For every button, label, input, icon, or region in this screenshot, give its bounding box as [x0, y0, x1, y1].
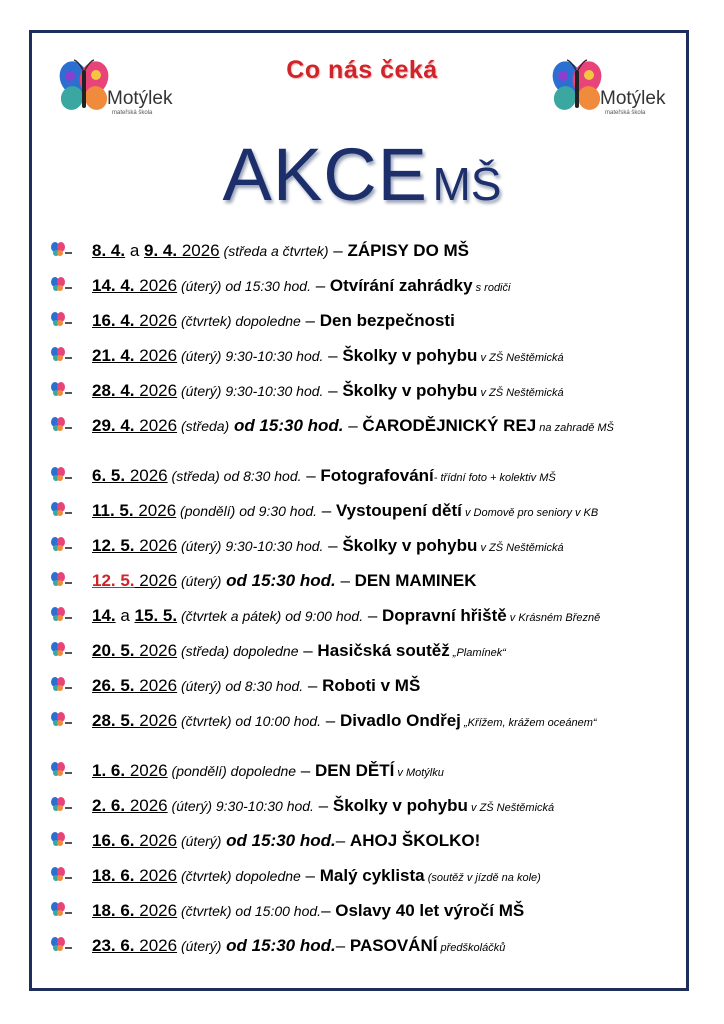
event-row [50, 936, 700, 956]
butterfly-bullet-icon [50, 607, 72, 623]
event-date: 2. 6. [92, 796, 126, 815]
event-date: 16. 6. [92, 831, 135, 850]
event-row [50, 466, 700, 486]
event-date-connector: a [125, 241, 144, 260]
event-extra: v Domově pro seniory v KB [461, 507, 599, 519]
event-extra: na zahradě MŠ [536, 422, 614, 434]
event-note: (pondělí) od 9:30 hod. [176, 503, 318, 519]
logo-subtitle: mateřská škola [605, 110, 646, 116]
event-year: 2026 [134, 276, 178, 295]
event-name: Dopravní hřiště [382, 606, 507, 625]
event-extra: v Motýlku [394, 767, 444, 779]
event-name: PASOVÁNÍ [349, 936, 438, 955]
event-year: 2026 [134, 346, 178, 365]
event-dash: – [313, 796, 333, 815]
event-date: 18. 6. [92, 901, 135, 920]
butterfly-bullet-icon [50, 902, 72, 918]
event-dash: – [301, 466, 321, 485]
title-suffix: MŠ [432, 158, 502, 210]
event-name: Divadlo Ondřej [339, 711, 461, 730]
event-extra: v ZŠ Neštěmická [467, 802, 555, 814]
butterfly-bullet-icon [50, 502, 72, 518]
event-year: 2026 [125, 466, 168, 485]
event-dash: – [321, 711, 340, 730]
event-name: Vystoupení dětí [335, 501, 462, 520]
butterfly-bullet-icon [50, 537, 72, 553]
event-year: 2026 [134, 866, 178, 885]
event-note: (úterý) [177, 573, 222, 589]
event-date: 20. 5. [92, 641, 135, 660]
event-dash: – [317, 501, 336, 520]
event-note: (čtvrtek) od 10:00 hod. [177, 713, 322, 729]
event-year: 2026 [134, 831, 178, 850]
event-name: Roboti v MŠ [322, 676, 421, 695]
event-name: Den bezpečnosti [319, 311, 455, 330]
event-dash: – [296, 761, 315, 780]
butterfly-bullet-icon [50, 712, 72, 728]
event-row [50, 641, 700, 661]
event-time: od 15:30 hod. [221, 936, 336, 955]
event-time: od 15:30 hod. [221, 831, 336, 850]
event-note: (čtvrtek) dopoledne [177, 313, 301, 329]
event-row [50, 796, 700, 816]
event-name: Školky v pohybu [342, 536, 478, 555]
event-row [50, 536, 700, 556]
event-row [50, 416, 700, 436]
event-year: 2026 [134, 571, 178, 590]
event-dash: – [363, 606, 382, 625]
event-time: od 15:30 hod. [221, 278, 311, 294]
event-row [50, 901, 700, 921]
event-name: Hasičská soutěž [317, 641, 450, 660]
event-date: 12. 5. [92, 571, 135, 590]
logo-name: Motýlek [107, 88, 173, 109]
event-row [50, 866, 700, 886]
butterfly-bullet-icon [50, 642, 72, 658]
event-time: od 15:30 hod. [229, 416, 344, 435]
event-name: DEN DĚTÍ [314, 761, 395, 780]
butterfly-bullet-icon [50, 867, 72, 883]
event-year: 2026 [134, 711, 178, 730]
event-year: 2026 [125, 796, 168, 815]
event-name: Oslavy 40 let výročí MŠ [335, 901, 525, 920]
event-extra: s rodiči [472, 282, 511, 294]
butterfly-bullet-icon [50, 467, 72, 483]
event-dash: – [335, 936, 350, 955]
event-dash: – [323, 536, 343, 555]
event-name: Malý cyklista [319, 866, 425, 885]
event-year: 2026 [134, 416, 178, 435]
event-date: 16. 4. [92, 311, 135, 330]
butterfly-bullet-icon [50, 382, 72, 398]
event-date: 26. 5. [92, 676, 135, 695]
event-dash: – [300, 311, 320, 330]
event-dash: – [335, 571, 355, 590]
event-year: 2026 [133, 501, 177, 520]
event-row [50, 346, 700, 366]
event-note: (úterý) [177, 938, 222, 954]
event-date: 18. 6. [92, 866, 135, 885]
event-dash: – [328, 241, 348, 260]
event-note: (úterý) od 8:30 hod. [177, 678, 304, 694]
event-dash: – [298, 641, 318, 660]
event-row [50, 711, 700, 731]
event-date-end: 15. 5. [134, 606, 178, 625]
butterfly-bullet-icon [50, 242, 72, 258]
event-date-end: 9. 4. [144, 241, 178, 260]
title-main: AKCE [222, 133, 429, 216]
page-subtitle: Co nás čeká [286, 56, 438, 84]
event-row [50, 311, 700, 331]
event-date: 14. 4. [92, 276, 135, 295]
event-note: (středa a čtvrtek) [219, 243, 329, 259]
event-name: ČARODĚJNICKÝ REJ [362, 416, 537, 435]
event-year: 2026 [177, 241, 220, 260]
butterfly-bullet-icon [50, 762, 72, 778]
event-row [50, 381, 700, 401]
event-name: Otvírání zahrádky [329, 276, 473, 295]
event-row [50, 276, 700, 296]
event-row [50, 241, 700, 261]
event-dash: – [323, 381, 343, 400]
butterfly-bullet-icon [50, 347, 72, 363]
event-note: (úterý) 9:30-10:30 hod. [177, 538, 324, 554]
event-note: (pondělí) dopoledne [167, 763, 297, 779]
event-note: (úterý) 9:30-10:30 hod. [177, 348, 324, 364]
event-extra: předškoláčků [437, 942, 506, 954]
event-name: Školky v pohybu [342, 346, 478, 365]
event-row [50, 606, 700, 626]
event-date: 21. 4. [92, 346, 135, 365]
event-date: 1. 6. [92, 761, 126, 780]
event-name: Fotografování [320, 466, 434, 485]
event-extra: „Křížem, krážem oceánem“ [460, 717, 597, 729]
event-note: (čtvrtek) od 15:00 hod. [177, 903, 322, 919]
event-date: 29. 4. [92, 416, 135, 435]
event-row [50, 831, 700, 851]
event-date: 12. 5. [92, 536, 135, 555]
event-row [50, 761, 700, 781]
event-year: 2026 [125, 761, 168, 780]
event-extra: v Krásném Březně [506, 612, 601, 624]
event-name: ZÁPISY DO MŠ [347, 241, 470, 260]
event-note: (středa) od 8:30 hod. [167, 468, 302, 484]
event-note: (úterý) 9:30-10:30 hod. [177, 383, 324, 399]
event-row [50, 501, 700, 521]
event-year: 2026 [134, 311, 178, 330]
event-row [50, 571, 700, 591]
event-name: AHOJ ŠKOLKO! [349, 831, 481, 850]
butterfly-bullet-icon [50, 277, 72, 293]
event-date: 8. 4. [92, 241, 126, 260]
butterfly-bullet-icon [50, 832, 72, 848]
event-year: 2026 [134, 536, 178, 555]
event-date: 23. 6. [92, 936, 135, 955]
event-extra: v ZŠ Neštěmická [477, 352, 564, 364]
event-extra: „Plamínek“ [449, 647, 506, 659]
page-title [0, 132, 724, 217]
logo-subtitle: mateřská škola [112, 110, 153, 116]
event-time: od 15:30 hod. [221, 571, 336, 590]
butterfly-bullet-icon [50, 937, 72, 953]
event-dash: – [321, 901, 336, 920]
event-name: Školky v pohybu [342, 381, 478, 400]
butterfly-bullet-icon [50, 677, 72, 693]
event-extra: v ZŠ Neštěmická [477, 542, 564, 554]
event-dash: – [310, 276, 330, 295]
event-name: Školky v pohybu [332, 796, 468, 815]
event-date: 28. 5. [92, 711, 135, 730]
butterfly-bullet-icon [50, 797, 72, 813]
event-note: (úterý) 9:30-10:30 hod. [167, 798, 314, 814]
event-extra: (soutěž v jízdě na kole) [424, 872, 541, 884]
event-year: 2026 [134, 641, 178, 660]
event-date: 6. 5. [92, 466, 126, 485]
event-date: 14. [92, 606, 116, 625]
event-note: (úterý) [177, 833, 222, 849]
event-row [50, 676, 700, 696]
event-note: (středa) dopoledne [177, 643, 299, 659]
event-dash: – [335, 831, 350, 850]
event-year: 2026 [134, 936, 178, 955]
logo-name: Motýlek [600, 88, 666, 109]
butterfly-bullet-icon [50, 312, 72, 328]
event-note: (úterý) [177, 278, 222, 294]
event-year: 2026 [134, 676, 178, 695]
event-name: DEN MAMINEK [354, 571, 477, 590]
event-year: 2026 [134, 381, 178, 400]
event-note: (čtvrtek) dopoledne [177, 868, 301, 884]
event-extra: v ZŠ Neštěmická [477, 387, 564, 399]
event-dash: – [303, 676, 323, 695]
event-year: 2026 [134, 901, 178, 920]
butterfly-bullet-icon [50, 572, 72, 588]
event-date: 28. 4. [92, 381, 135, 400]
butterfly-bullet-icon [50, 417, 72, 433]
event-note: (čtvrtek a pátek) od 9:00 hod. [177, 608, 364, 624]
event-date-connector: a [115, 606, 135, 625]
event-dash: – [323, 346, 343, 365]
event-note: (středa) [177, 418, 230, 434]
event-extra: - třídní foto + kolektiv MŠ [433, 472, 556, 484]
event-dash: – [300, 866, 320, 885]
event-dash: – [343, 416, 363, 435]
event-date: 11. 5. [92, 501, 134, 520]
